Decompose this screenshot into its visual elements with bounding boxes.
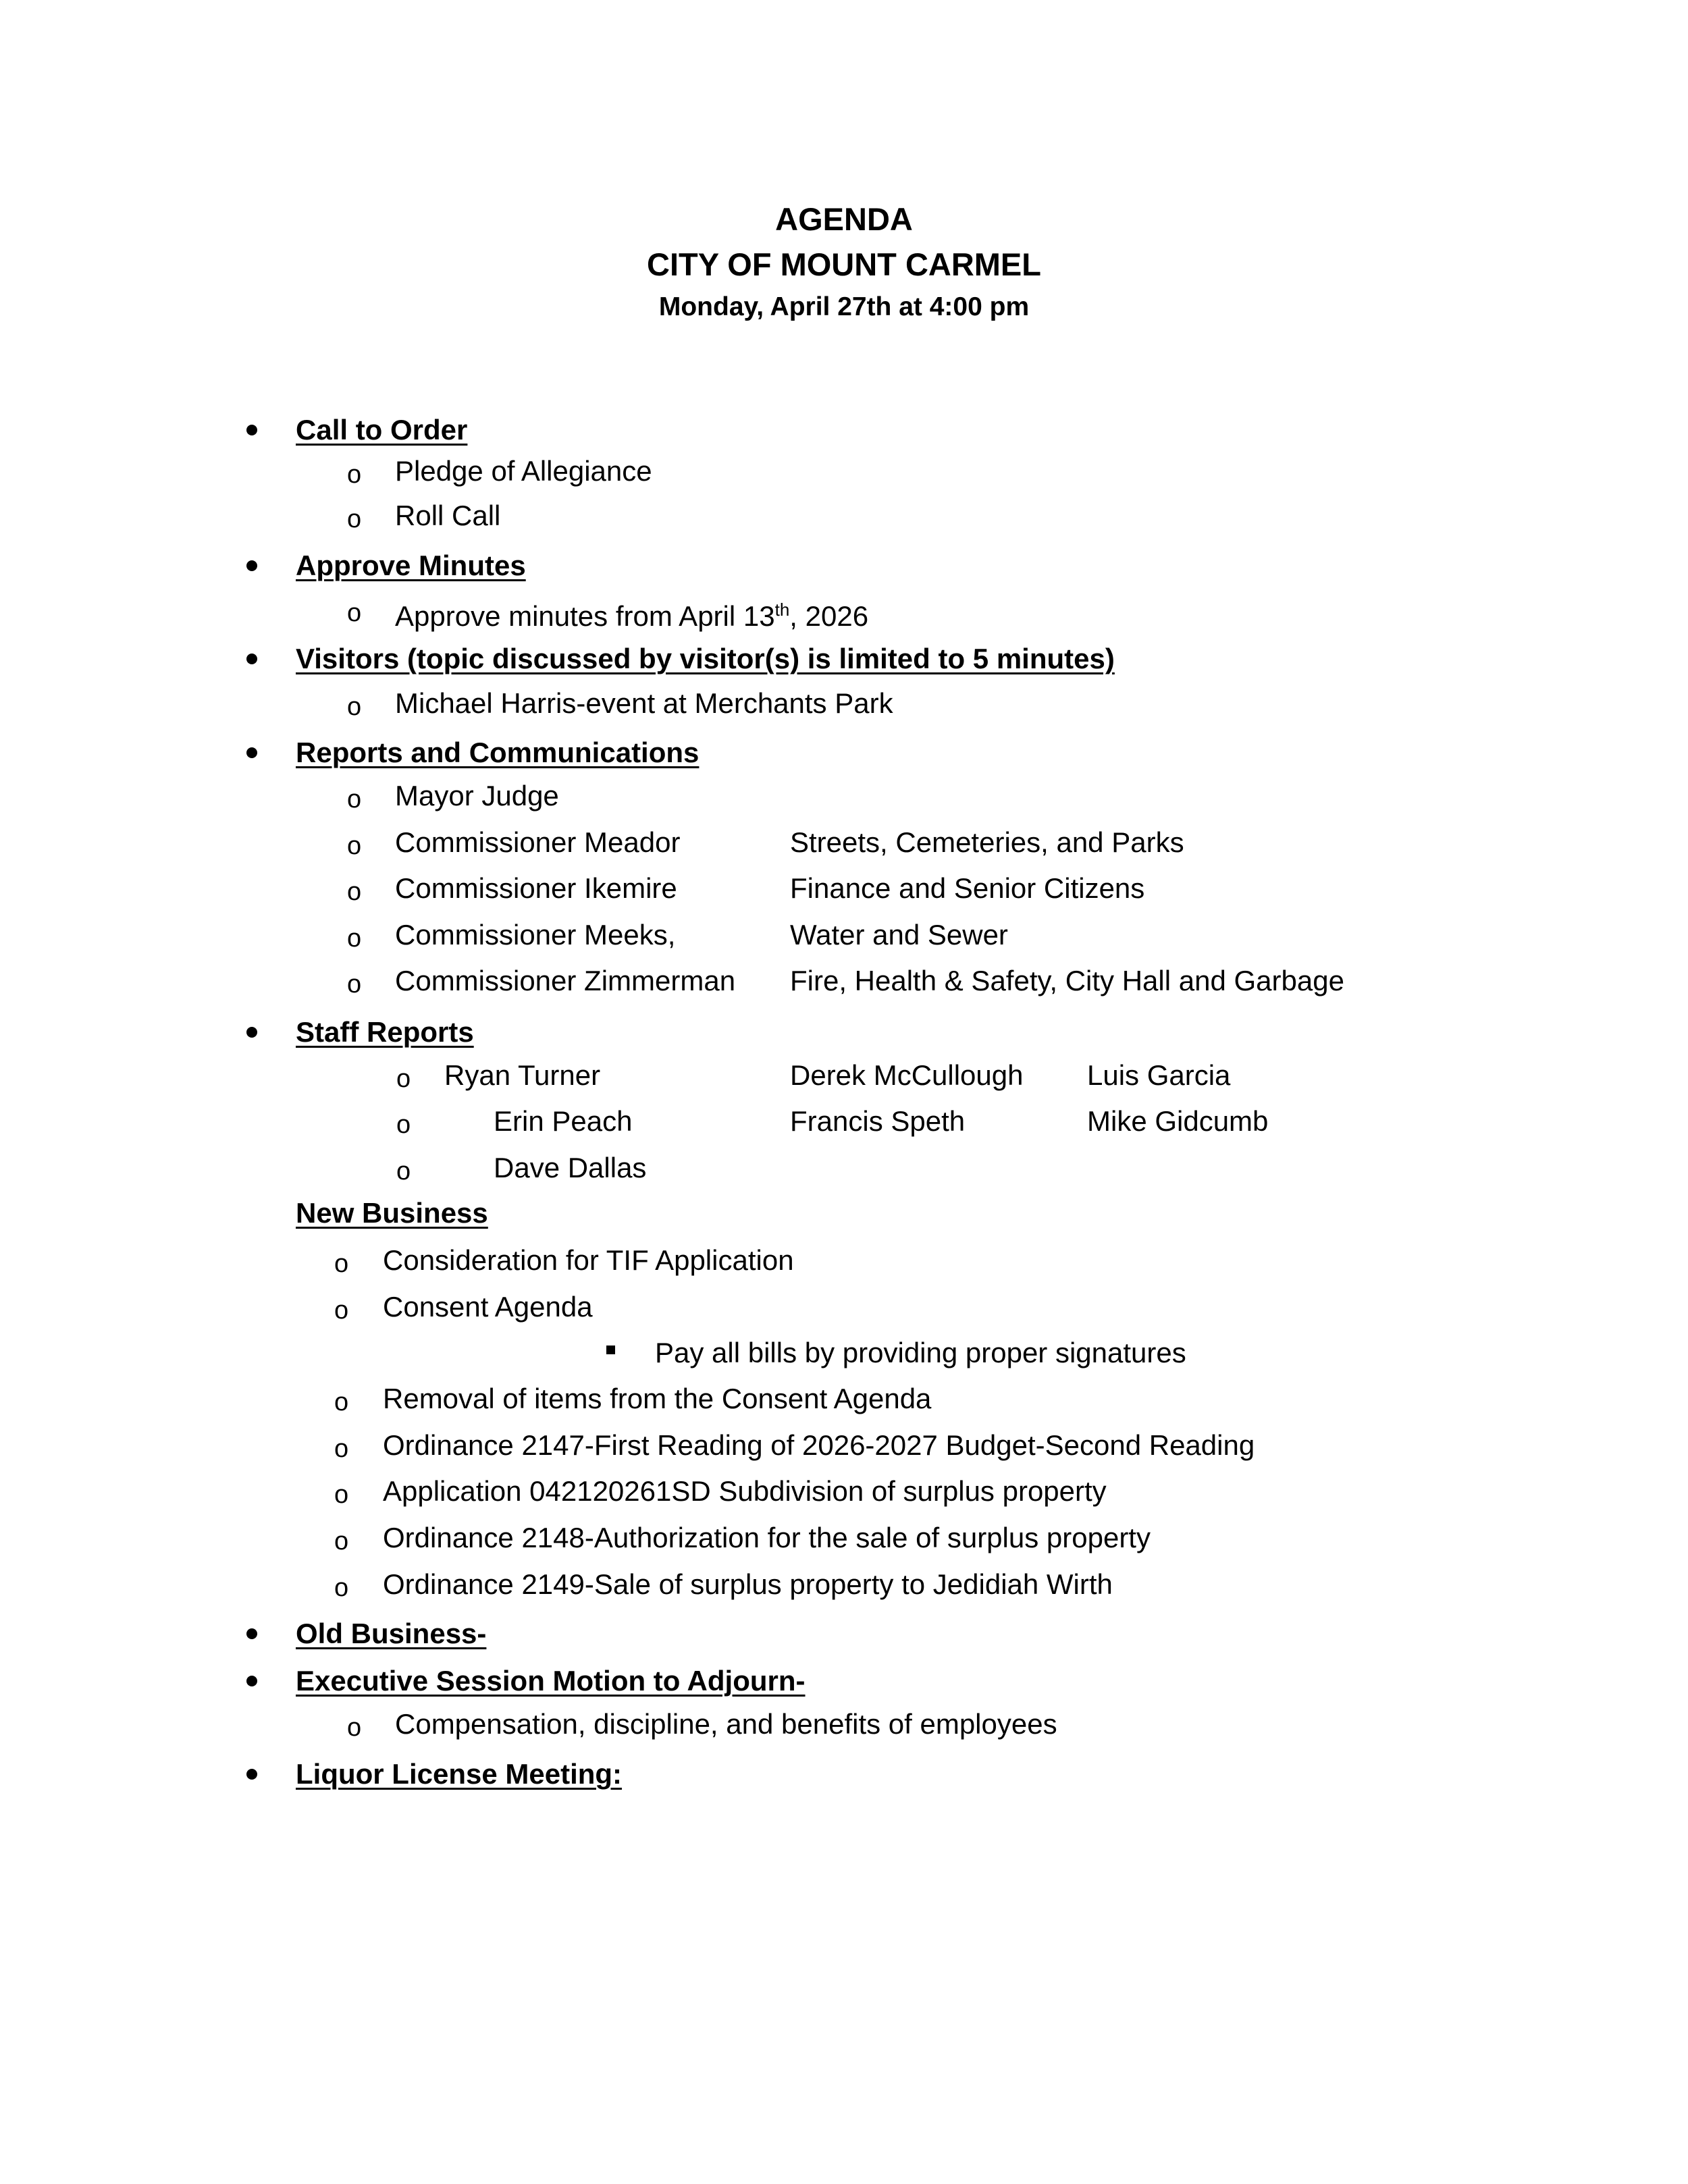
circle-bullet-icon: o (347, 832, 362, 860)
circle-bullet-icon: o (334, 1388, 349, 1416)
circle-bullet-icon: o (396, 1065, 411, 1093)
list-item: Compensation, discipline, and benefits of employees (395, 1708, 1057, 1740)
section-new-business: New Business (296, 1197, 488, 1229)
bullet-icon (246, 1676, 257, 1686)
list-item: Application 042120261SD Subdivision of surplus property (383, 1475, 1107, 1507)
section-call-to-order: Call to Order (296, 414, 468, 446)
circle-bullet-icon: o (334, 1435, 349, 1463)
circle-bullet-icon: o (347, 970, 362, 998)
circle-bullet-icon: o (396, 1111, 411, 1139)
staff-name: Mike Gidcumb (1087, 1105, 1269, 1137)
staff-name: Dave Dallas (494, 1152, 647, 1183)
staff-name: Luis Garcia (1087, 1059, 1231, 1091)
list-item (395, 591, 868, 635)
section-liquor-license: Liquor License Meeting: (296, 1758, 623, 1790)
list-item: Ordinance 2147-First Reading of 2026-2027 Budget-Second Reading (383, 1429, 1255, 1461)
square-bullet-icon (606, 1346, 615, 1354)
report-name: Commissioner Zimmerman (395, 965, 736, 996)
circle-bullet-icon: o (347, 1713, 362, 1742)
staff-name: Erin Peach (494, 1105, 633, 1137)
list-subitem: Pay all bills by providing proper signatures (655, 1337, 1186, 1368)
report-name: Mayor Judge (395, 780, 559, 811)
staff-name: Derek McCullough (790, 1059, 1024, 1091)
circle-bullet-icon: o (334, 1527, 349, 1555)
circle-bullet-icon: o (347, 460, 362, 489)
report-department: Water and Sewer (790, 919, 1008, 951)
section-old-business: Old Business- (296, 1618, 487, 1649)
circle-bullet-icon: o (347, 785, 362, 814)
circle-bullet-icon: o (347, 924, 362, 953)
circle-bullet-icon: o (347, 693, 362, 721)
list-item: Michael Harris-event at Merchants Park (395, 687, 893, 719)
circle-bullet-icon: o (347, 878, 362, 906)
report-name: Commissioner Meeks, (395, 919, 676, 951)
list-item: Removal of items from the Consent Agenda (383, 1383, 932, 1414)
staff-name: Ryan Turner (444, 1059, 601, 1091)
list-item: Pledge of Allegiance (395, 455, 652, 487)
circle-bullet-icon: o (334, 1250, 349, 1278)
meeting-date: Monday, April 27th at 4:00 pm (658, 292, 1030, 321)
minutes-item-text: Approve minutes from April 13 (395, 600, 775, 632)
bullet-icon (246, 1769, 257, 1780)
minutes-item-superscript: th (774, 600, 790, 620)
section-staff-reports: Staff Reports (296, 1016, 474, 1048)
circle-bullet-icon: o (334, 1481, 349, 1509)
minutes-item-year: , 2026 (789, 600, 869, 632)
list-item: Ordinance 2149-Sale of surplus property to Jedidiah Wirth (383, 1568, 1113, 1600)
staff-name: Francis Speth (790, 1105, 966, 1137)
list-item: Consideration for TIF Application (383, 1244, 794, 1276)
report-department: Finance and Senior Citizens (790, 872, 1145, 904)
section-executive-session: Executive Session Motion to Adjourn- (296, 1665, 806, 1697)
circle-bullet-icon: o (334, 1574, 349, 1602)
bullet-icon (246, 425, 257, 435)
section-visitors: Visitors (topic discussed by visitor(s) is limited to 5 minutes) (296, 643, 1115, 674)
bullet-icon (246, 1027, 257, 1038)
section-approve-minutes: Approve Minutes (296, 550, 526, 581)
bullet-icon (246, 560, 257, 571)
bullet-icon (246, 1628, 257, 1639)
list-item: Roll Call (395, 500, 501, 531)
report-department: Fire, Health & Safety, City Hall and Garbage (790, 965, 1344, 996)
bullet-icon (246, 654, 257, 664)
circle-bullet-icon: o (396, 1157, 411, 1186)
circle-bullet-icon: o (347, 599, 362, 627)
section-reports: Reports and Communications (296, 737, 700, 768)
city-name: CITY OF MOUNT CARMEL (647, 246, 1041, 282)
list-item: Ordinance 2148-Authorization for the sale of surplus property (383, 1522, 1151, 1553)
report-name: Commissioner Ikemire (395, 872, 677, 904)
circle-bullet-icon: o (334, 1296, 349, 1325)
report-name: Commissioner Meador (395, 826, 681, 858)
bullet-icon (246, 747, 257, 758)
circle-bullet-icon: o (347, 505, 362, 533)
agenda-title: AGENDA (775, 201, 913, 237)
list-item: Consent Agenda (383, 1291, 593, 1323)
report-department: Streets, Cemeteries, and Parks (790, 826, 1184, 858)
